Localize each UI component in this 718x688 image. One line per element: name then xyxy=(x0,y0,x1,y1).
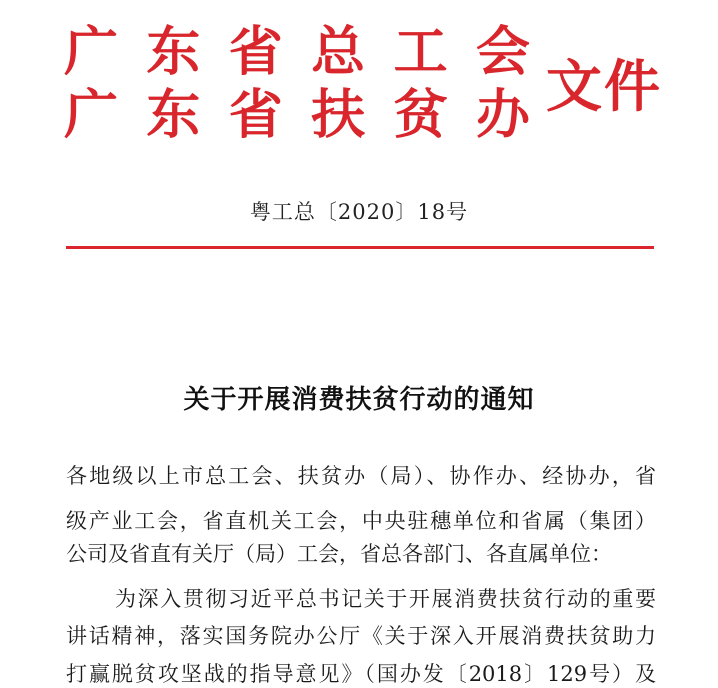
document-type-label: 文件 xyxy=(546,55,662,120)
issuer-2-char: 办 xyxy=(475,83,530,146)
body-text-line: 打赢脱贫攻坚战的指导意见》（国办发〔2018〕129号）及 xyxy=(66,662,656,686)
issuer-2-char: 省 xyxy=(228,83,283,146)
body-text-line: 为深入贯彻习近平总书记关于开展消费扶贫行动的重要 xyxy=(115,587,656,611)
issuer-1-char: 东 xyxy=(146,20,201,83)
body-text-line: 各地级以上市总工会、扶贫办（局）、协作办、经协办，省 xyxy=(66,464,656,488)
issuer-2-char: 东 xyxy=(146,83,201,146)
body-text-line: 讲话精神，落实国务院办公厅《关于深入开展消费扶贫助力 xyxy=(66,624,656,648)
document-number: 粤工总〔2020〕18号 xyxy=(249,200,469,224)
issuer-1-char: 省 xyxy=(228,20,283,83)
issuer-1-char: 工 xyxy=(393,20,448,83)
issuer-2-char: 扶 xyxy=(311,83,366,146)
body-text-line: 公司及省直有关厅（局）工会，省总各部门、各直属单位： xyxy=(66,542,612,566)
red-divider-line xyxy=(66,246,654,249)
issuer-2-char: 广 xyxy=(64,83,118,146)
body-text-line: 级产业工会，省直机关工会，中央驻穗单位和省属（集团） xyxy=(66,509,656,533)
issuer-1-char: 广 xyxy=(64,20,118,83)
issuer-1-char: 会 xyxy=(475,20,530,83)
issuer-2-char: 贫 xyxy=(393,83,448,146)
issuer-name-provincial-federation-of-trade-unions xyxy=(64,22,530,82)
issuer-name-poverty-alleviation-office xyxy=(64,85,530,145)
issuer-1-char: 总 xyxy=(311,20,366,83)
document-title: 关于开展消费扶贫行动的通知 xyxy=(183,385,535,415)
